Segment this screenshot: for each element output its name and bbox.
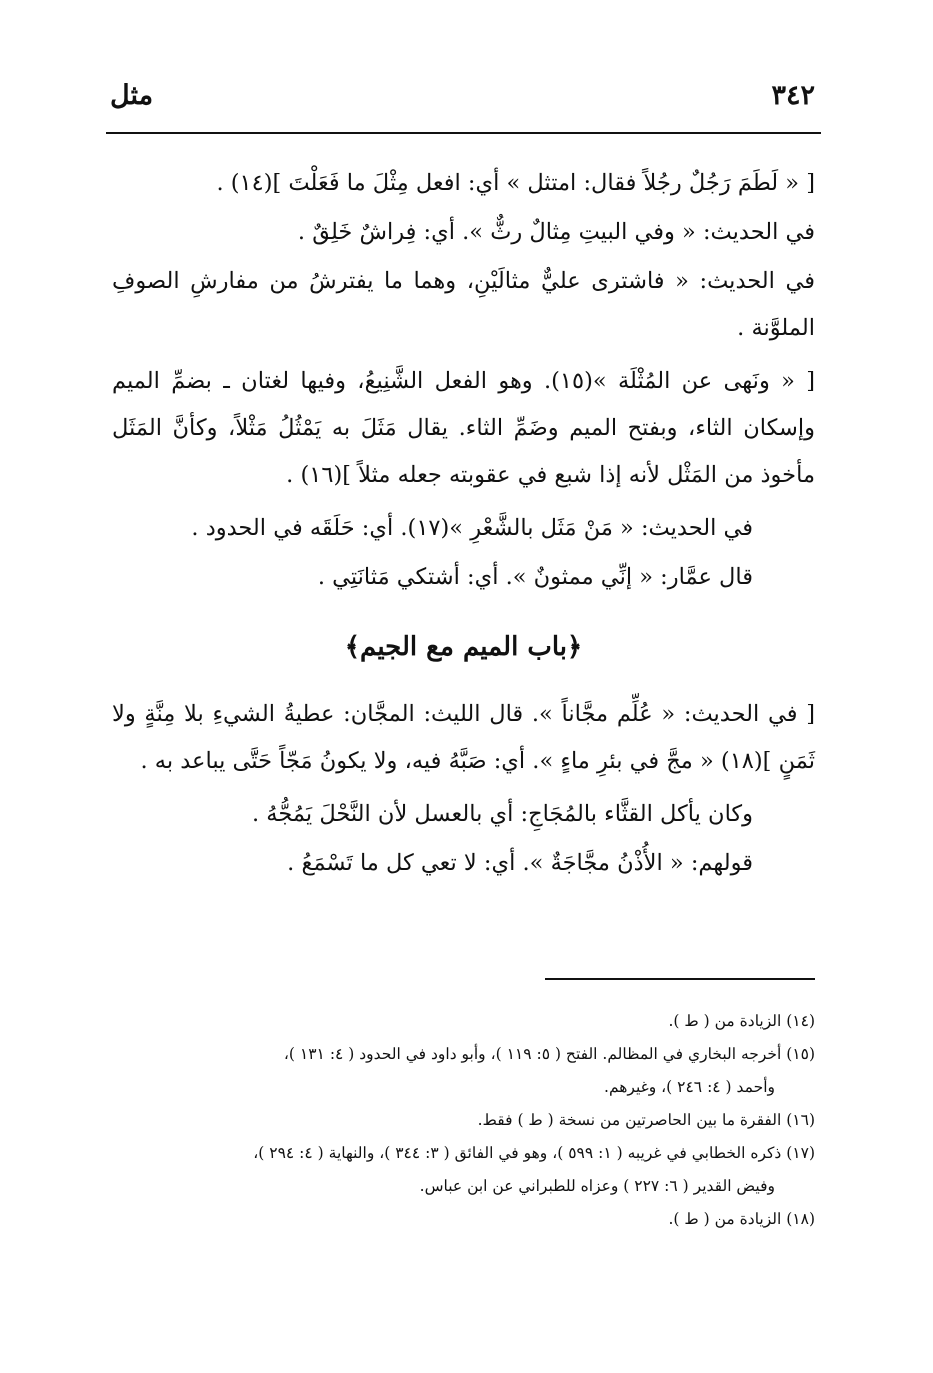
page-header — [110, 80, 815, 120]
running-head: مثل — [110, 80, 154, 111]
footnote: (١٧) ذكره الخطابي في غريبه ( ١: ٥٩٩ )، وهو في الفائق ( ٣: ٣٤٤ )، والنهاية ( ٤: ٢٩٤ )، — [253, 1144, 815, 1162]
paragraph: قال عمَّار: « إنِّي ممثونٌ ». أي: أشتكي مَثانَتِي . — [317, 564, 753, 590]
paragraph: [ « ونَهى عن المُثْلَة »(١٥). وهو الفعل الشَّنِيعُ، وفيها لغتان ـ بضمِّ الميم وإسكان الثاء، وبفتح الميم وضَمِّ الثاء. يقال مَثَلَ به يَمْثُلُ مَثْلاً، وكأنَّ المَثَل مأخوذ من المَثْل لأنه إذا شبع في عقوبته جعله مثلاً ](١٦) . — [112, 368, 815, 488]
footnote-rule — [545, 978, 815, 980]
paragraph: في الحديث: « وفي البيتِ مِثالٌ رثٌّ ». أي: فِراشٌ خَلِقٌ . — [297, 219, 815, 245]
footnote: (١٤) الزيادة من ( ط ). — [668, 1012, 815, 1030]
footnote: (١٦) الفقرة ما بين الحاصرتين من نسخة ( ط ) فقط. — [477, 1111, 815, 1129]
header-rule — [106, 132, 821, 134]
paragraph: [ « لَطَمَ رَجُلٌ رجُلاً فقال: امتثل » أي: افعل مِثْلَ ما فَعَلْتَ ](١٤) . — [216, 170, 815, 196]
footnotes — [112, 1005, 815, 1236]
footnote: (١٨) الزيادة من ( ط ). — [668, 1210, 815, 1228]
section-title: ﴿باب الميم مع الجيم﴾ — [344, 632, 583, 662]
paragraph: قولهم: « الأُذْنُ مجَّاجَةٌ ». أي: لا تعي كل ما تَسْمَعُ . — [287, 850, 753, 876]
footnote: (١٥) أخرجه البخاري في المظالم. الفتح ( ٥: ١١٩ )، وأبو داود في الحدود ( ٤: ١٣١ )، — [283, 1045, 815, 1063]
paragraph: [ في الحديث: « عُلِّم مجَّاناً ». قال الليث: المجَّان: عطيةُ الشيءِ بلا مِنَّةٍ ولا ثَمَنٍ ](١٨) « مجَّ في بئرِ ماءٍ ». أي: صَبَّهُ فيه، ولا يكونُ مَجّاً حَتَّى يباعد به . — [112, 701, 815, 774]
paragraph: وكان يأكل القثَّاء بالمُجَاجِ: أي بالعسل لأن النَّحْلَ يَمُجُّهُ . — [252, 801, 753, 827]
footnote-continuation: وأحمد ( ٤: ٢٤٦ )، وغيرهم. — [604, 1078, 775, 1096]
main-text — [112, 160, 815, 889]
paragraph: في الحديث: « فاشترى عليٌّ مثالَيْنِ، وهما ما يفترشُ من مفارشِ الصوفِ الملوَّنة . — [112, 268, 815, 341]
paragraph: في الحديث: « مَنْ مَثَل بالشَّعْرِ »(١٧). أي: حَلَقَه في الحدود . — [191, 515, 753, 541]
footnote-continuation: وفيض القدير ( ٦: ٢٢٧ ) وعزاه للطبراني عن ابن عباس. — [419, 1177, 775, 1195]
page-number: ٣٤٢ — [771, 80, 815, 111]
